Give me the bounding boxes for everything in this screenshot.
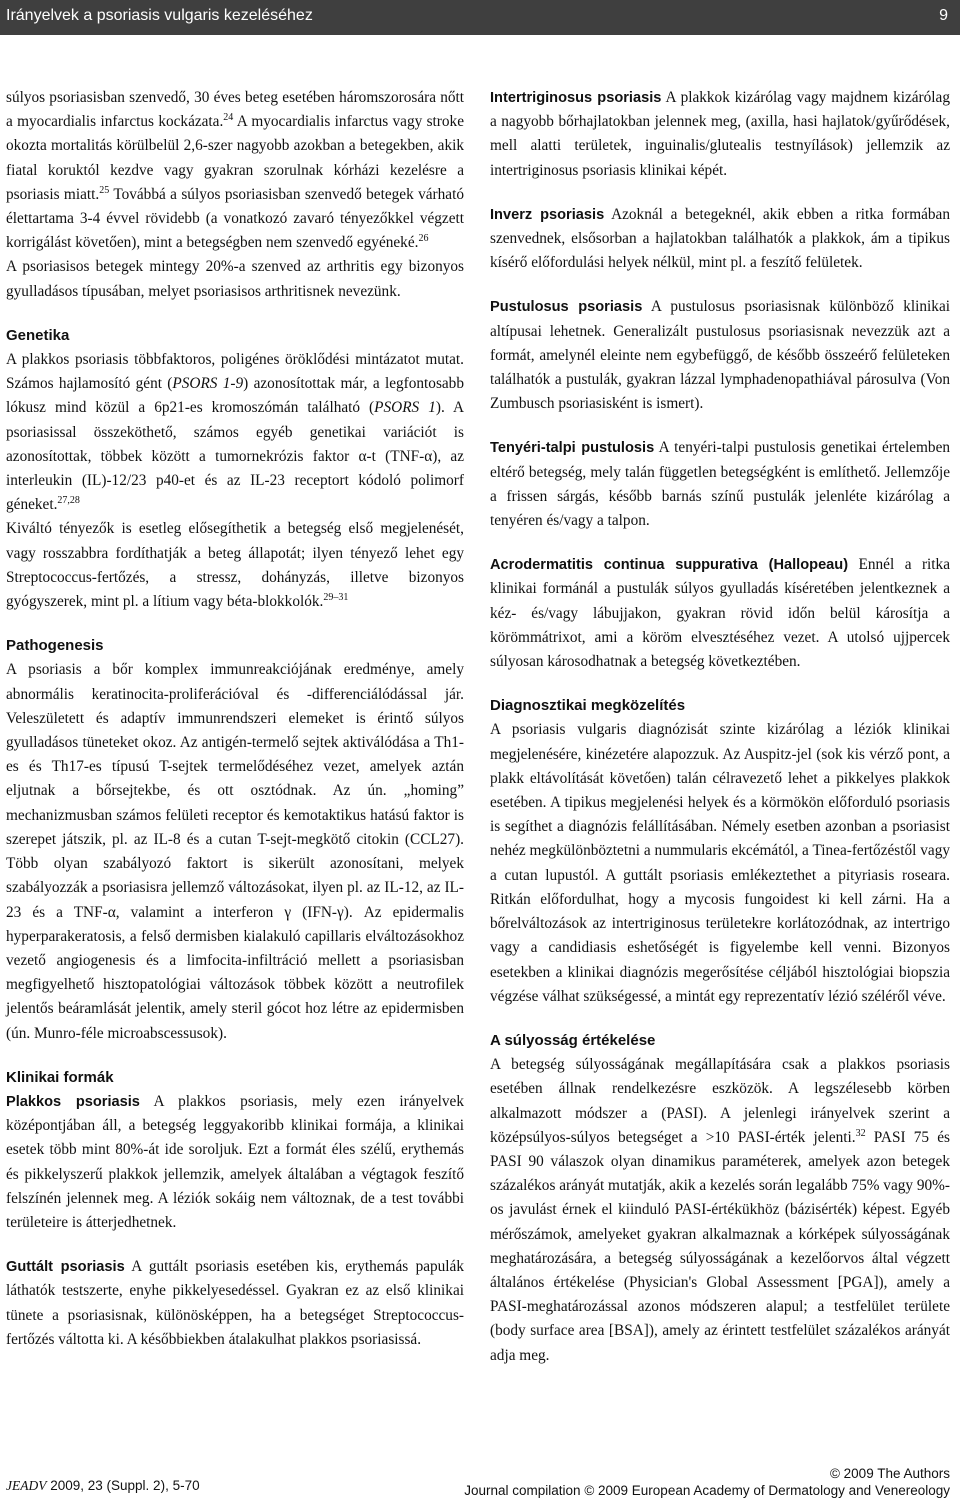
section-heading-diagnosztikai: Diagnosztikai megközelítés <box>490 697 686 715</box>
section-heading-genetika: Genetika <box>6 326 70 344</box>
citation-ref: 24 <box>223 112 234 124</box>
copyright-notice <box>464 1465 950 1499</box>
paragraph-tenyeri: Tenyéri-talpi pustulosis A tenyéri-talpi pustulosis genetikai értelemben eltérő betegség, mely talán független betegségként is említhető. Jellemzője a frissen sárgás, később barnás színű pustulák jelenléte kizárólag a tenyéren és/vagy a talpon. <box>490 439 951 530</box>
section-heading-pathogenesis: Pathogenesis <box>6 637 104 655</box>
paragraph-diagnosis: A psoriasis vulgaris diagnózisát szinte kizárólag a léziók klinikai megjelenésére, kinézetére alapozzuk. Az Auspitz-jel (sok kis vérző pont, a plakk eltávolítását követően) talán célravezető lehet a pikkelyes plakkok esetében. A tipikus megjelenési helyek és a körmökön előforduló psoriasis is segíthet a diagnózis felállításában. Némely esetben azonban a psoriasist nehéz megkülönböztetni a nummularis ekcémától, a Tinea-fertőzéstől vagy a cutan lupustól. A guttált psoriasis emlékeztethet a pityriasis roseara. Ritkán előfordulhat, hogy a mycosis fungoidest ki kell zárni. Ha a bőrelváltozások az intertriginosus területekre korlátozódnak, az intertrigo vagy a candidiasis eshetőségét is figyelembe kell venni. Bizonyos esetekben a klinikai diagnózis megerősítése céljából hisztológiai biopszia végzése válhat szükségessé, a mintát egy reprezentatív lézió széléről véve. <box>490 721 950 1005</box>
subheading-pustulosus: Pustulosus psoriasis <box>490 299 643 316</box>
copyright-authors: © 2009 The Authors <box>829 1466 950 1481</box>
subheading-guttalt: Guttált psoriasis <box>6 1259 125 1276</box>
subheading-intertriginosus: Intertriginosus psoriasis <box>490 90 662 106</box>
paragraph-pathogenesis: A psoriasis a bőr komplex immunreakciójának eredménye, amely abnormális keratinocita-proliferációval és -differenciálódással jár. Veleszületett és adaptív immunrendszeri elemeket is érintő súlyos gyulladásos tüneteket okoz. Az antigén-termelő sejtek aktiválódása a Th1-es és Th17-es típusú T-sejtek termelődéséhez vezet, amelyek aztán eljutnak a bőrsejtekbe, és ott osztódnak. Az ún. „homing” mechanizmusban számos felületi receptor és kemotaktikus hatású faktor is szerepet játszik, pl. az IL-8 és a cutan T-sejt-megkötő citokin (CCL27). Több olyan szabályozó faktort is sikerült azonosítani, melyek szabályozzák a psoriasisra jellemző változásokat, ilyen pl. az IL-12, az IL-23 és a TNF-α, valamint a interferon γ (IFN-γ). Az epidermalis hyperparakeratosis, a felső dermisben kialakuló capillaris elváltozásokhoz vezető angiogenesis és a limfocita-infiltráció mellett a psoriasisban megfigyelhető hisztopatológiai változások többek között a neutrofilek jelentős beáramlását jelentik, amely steril gócot hoz létre az epidermisben (ún. Munro-féle microabscessusok). <box>6 661 464 1042</box>
section-heading-sulyossag: A súlyosság értékelése <box>490 1031 656 1049</box>
paragraph-inverz: Inverz psoriasis Azoknál a betegeknél, akik ebben a ritka formában szenvednek, elsősorban a hajlatokban találhatók a plakkok, ám a tipikus kísérő előfordulási helyek nélkül, mint pl. a feszítő felületek. <box>490 205 950 272</box>
section-heading-klinikai: Klinikai formák <box>6 1068 114 1086</box>
paragraph-guttalt: Guttált psoriasis A guttált psoriasis esetében kis, erythemás papulák láthatók testszerte, enyhe pikkelyesedéssel. Gyakran ez az első klinikai tünete a psoriasisnak, különösképpen, ha a betegséget Streptococcus-fertőzés váltotta ki. A későbbiekben átalakulhat plakkos psoriasissá. <box>6 1258 464 1348</box>
running-title: Irányelvek a psoriasis vulgaris kezeléséhez <box>6 7 313 24</box>
subheading-plakkos: Plakkos psoriasis <box>6 1093 140 1110</box>
journal-name: JEADV <box>6 1478 47 1493</box>
paragraph-severity: A betegség súlyosságának megállapítására csak a plakkos psoriasis esetében állnak rendelkezésre eszközök. A legszélesebb körben alkalmazott módszer a (PASI). A jelenlegi irányelvek szerint a középsúlyos-súlyos betegséget a >10 PASI-érték jelenti.$^{32}$ PASI 75 és PASI 90 válaszok olyan dinamikus paraméterek, amelyek azon betegek százalékos arányát mutatják, akik a kezelés során legalább 75% vagy 90%-os javulást érnek el kiinduló PASI-értékükhöz (bázisérték) képest. Egyéb mérőszámok, amelyeket gyakran alkalmaznak a kórképek súlyosságának meghatározására, a betegség súlyosságának a kezelőorvos által végzett általános értékelése (Physician's Global Assessment [PGA]), amely a PASI-meghatározással azonos módszeren alapul; a testfelület területe (body surface area [BSA]), amely az érintett testfelület százalékos arányát adja meg. <box>490 1056 950 1364</box>
paragraph-genetics: A plakkos psoriasis többfaktoros, poligénes öröklődési mintázatot mutat. Számos hajlamosító gént (PSORS 1-9) azonosítottak már, a legfontosabb lókusz mind közül a 6p21-es kromoszómán található (PSORS 1). A psoriasissal összeköthető, számos egyéb genetikai variációt is azonosítottak, többek között a tumornekrózis faktor α-t (TNF-α), az interleukin (IL)-12/23 p40-et és az IL-23 receptort kódoló polimorf géneket.$^{27,28}$ <box>6 351 464 514</box>
citation-ref: 25 <box>99 184 110 196</box>
paragraph-plakkos: Plakkos psoriasis A plakkos psoriasis, mely ezen irányelvek középontjában áll, a betegség leggyakoribb klinikai formája, a klinikai esetek több mint 80%-át ide soroljuk. Ezt a formát éles szélű, erythemás és pikkelyszerű plakkok jellemzik, amelyek általában a végtagok feszítő felszínén jelennek meg. A léziók sokáig nem változnak, de a test további területeire is átterjedhetnek. <box>6 1092 464 1231</box>
right-column <box>490 86 950 1368</box>
citation-ref: 27,28 <box>57 495 80 507</box>
subheading-acrodermatitis: Acrodermatitis continua suppurativa (Hallopeau) <box>490 557 849 574</box>
paragraph-acrodermatitis: Acrodermatitis continua suppurativa (Hallopeau) Ennél a ritka klinikai formánál a pustulák súlyos gyulladás kíséretében jelentkeznek a kéz- és/vagy lábujjakon, gyakran rövid időn belül károsítja a körömmátrixot, ami a köröm elvesztéséhez vezet. A utolsó ujjpercek súlyosan károsodhatnak a betegség következtében. <box>490 556 950 671</box>
left-column <box>6 86 464 1352</box>
subheading-tenyeri: Tenyéri-talpi pustulosis <box>490 440 655 457</box>
copyright-compilation: Journal compilation © 2009 European Academy of Dermatology and Venereology <box>464 1483 950 1498</box>
paragraph-intertriginosus: Intertriginosus psoriasis A plakkok kizárólag vagy majdnem kizárólag a nagyobb bőrhajlatokban jelennek meg, (axilla, hasi hajlatok/gyűrődések, mell alatti területek, inguinalis/glutealis testnyílások) jellemzik az intertriginosus psoriasis klinikai képét. <box>490 89 950 179</box>
citation-ref: 29–31 <box>323 592 349 604</box>
paragraph-arthritis: A psoriasisos betegek mintegy 20%-a szenved az arthritis egy bizonyos gyulladásos típusában, melyet psoriasisos arthritisnek nevezünk. <box>6 258 464 300</box>
citation-ref: 32 <box>855 1127 866 1139</box>
paragraph-mortality: súlyos psoriasisban szenvedő, 30 éves beteg esetében háromszorosára nőtt a myocardialis infarctus kockázata.$^{24}$ A myocardialis infarctus vagy stroke okozta mortalitás körülbelül 2,6-szer nagyobb azokban a betegekben, akik fiatal koruktól kezdve vagy gyakran szorulnak kórházi kezelésre a psoriasis miatt.$^{25}$ Továbbá a súlyos psoriasisban szenvedő betegek várható élettartama 3-4 évvel rövidebb (a vonatkozó zavaró tényezőkkel végzett korrigálást követően), mint a betegségben nem szenvedő egyéneké.$^{26}$ <box>6 89 464 252</box>
paragraph-pustulosus: Pustulosus psoriasis A pustulosus psoriasisnak különböző klinikai altípusai lehetnek. Generalizált pustulosus psoriasisnak nevezzük azt a formát, amelynél eleinte nem egybefüggő, de később összeérő felületeken találhatók a pustulák, gyakran lázzal lymphadenopathiával párosulva (Von Zumbusch psoriasisként is ismert). <box>490 298 950 413</box>
running-header <box>0 0 960 35</box>
subheading-inverz: Inverz psoriasis <box>490 206 605 223</box>
page-number: 9 <box>939 7 948 24</box>
paragraph-triggers: Kiváltó tényezők is esetleg elősegíthetik a betegség első megjelenését, vagy rosszabbra fordíthatják a beteg állapotát; ilyen tényező lehet egy Streptococcus-fertőzés, a stressz, dohányzás, illetve bizonyos gyógyszerek, mint pl. a lítium vagy béta-blokkolók.$^{29-31}$ <box>6 520 464 611</box>
citation-ref: 26 <box>418 233 429 245</box>
journal-citation: JEADV 2009, 23 (Suppl. 2), 5-70 <box>6 1478 200 1493</box>
